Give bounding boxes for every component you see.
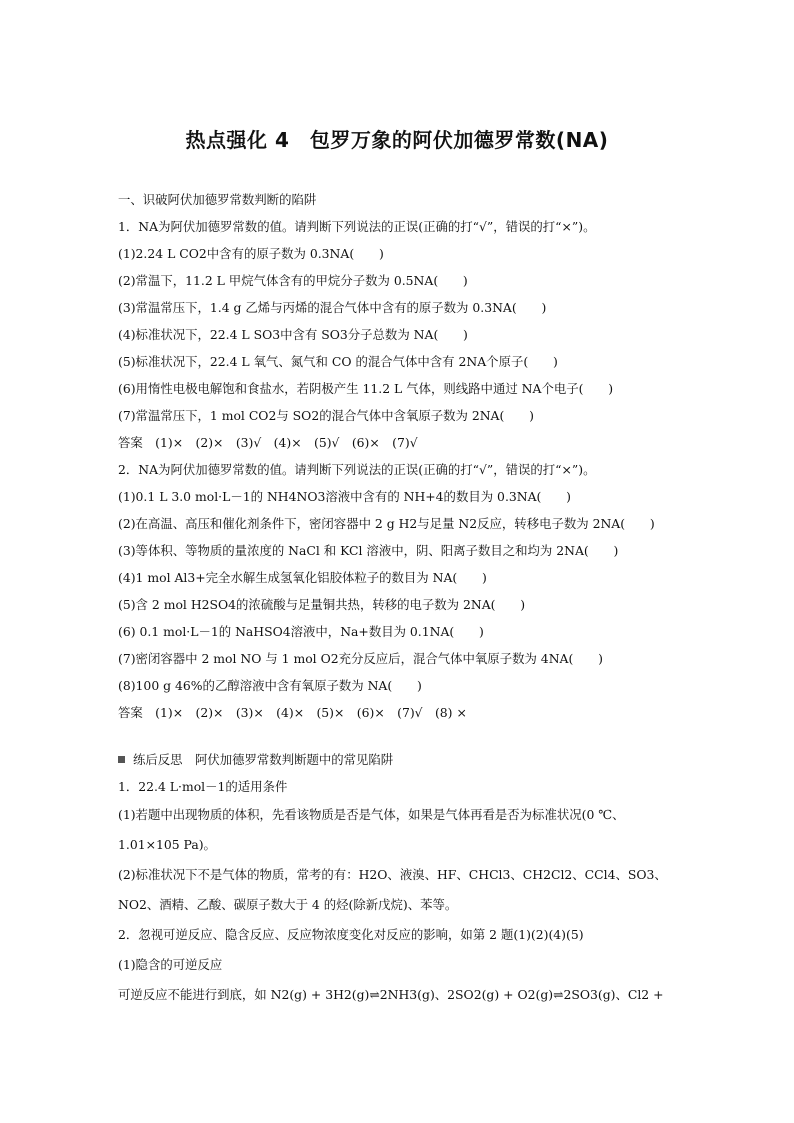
question-1-item: (6)用惰性电极电解饱和食盐水，若阴极产生 11.2 L 气体，则线路中通过 NA个电子( ): [118, 381, 614, 396]
section-heading: 一、识破阿伏加德罗常数判断的陷阱: [118, 192, 317, 207]
question-2-item: (4)1 mol Al3+完全水解生成氢氧化铝胶体粒子的数目为 NA( ): [118, 570, 487, 585]
reflection-paragraph: (1)若题中出现物质的体积，先看该物质是否是气体，如果是气体再看是否为标准状况(0 ℃、: [118, 807, 625, 822]
question-2-item: (6) 0.1 mol·L－1的 NaHSO4溶液中，Na+数目为 0.1NA( ): [118, 624, 484, 639]
question-2-item: (2)在高温、高压和催化剂条件下，密闭容器中 2 g H2与足量 N2反应，转移电子数为 2NA( ): [118, 516, 655, 531]
question-1-answer: 答案 (1)× (2)× (3)√ (4)× (5)√ (6)× (7)√: [118, 435, 418, 450]
question-1-item: (7)常温常压下，1 mol CO2与 SO2的混合气体中含氧原子数为 2NA( ): [118, 408, 534, 423]
question-1-stem: 1．NA为阿伏加德罗常数的值。请判断下列说法的正误(正确的打“√”，错误的打“×”)。: [118, 219, 596, 234]
question-1-item: (3)常温常压下，1.4 g 乙烯与丙烯的混合气体中含有的原子数为 0.3NA( ): [118, 300, 547, 315]
question-1-item: (4)标准状况下，22.4 L SO3中含有 SO3分子总数为 NA( ): [118, 327, 468, 342]
reflection-paragraph: (2)标准状况下不是气体的物质，常考的有：H2O、液溴、HF、CHCl3、CH2Cl2、CCl4、SO3、: [118, 867, 667, 882]
page-title: 热点强化 4 包罗万象的阿伏加德罗常数(NA): [185, 128, 609, 152]
question-1-item: (1)2.24 L CO2中含有的原子数为 0.3NA( ): [118, 246, 384, 261]
square-bullet-icon: [118, 756, 125, 763]
document-body: [118, 186, 688, 1010]
reflection-paragraph: NO2、酒精、乙酸、碳原子数大于 4 的烃(除新戊烷)、苯等。: [118, 897, 458, 912]
question-2-item: (1)0.1 L 3.0 mol·L－1的 NH4NO3溶液中含有的 NH+4的数目为 0.3NA( ): [118, 489, 572, 504]
question-2-item: (3)等体积、等物质的量浓度的 NaCl 和 KCl 溶液中，阴、阳离子数目之和均为 2NA( ): [118, 543, 619, 558]
reflection-subheading: (1)隐含的可逆反应: [118, 957, 223, 972]
question-2-answer: 答案 (1)× (2)× (3)× (4)× (5)× (6)× (7)√ (8) ×: [118, 705, 467, 720]
question-1-item: (2)常温下，11.2 L 甲烷气体含有的甲烷分子数为 0.5NA( ): [118, 273, 468, 288]
reflection-point-1-title: 1．22.4 L·mol－1的适用条件: [118, 779, 288, 794]
reflection-heading: [118, 746, 688, 773]
question-2-item: (8)100 g 46%的乙醇溶液中含有氧原子数为 NA( ): [118, 678, 422, 693]
question-1-item: (5)标准状况下，22.4 L 氧气、氮气和 CO 的混合气体中含有 2NA个原子( ): [118, 354, 558, 369]
reflection-heading-text: 练后反思 阿伏加德罗常数判断题中的常见陷阱: [133, 752, 394, 767]
reflection-point-2-title: 2．忽视可逆反应、隐含反应、反应物浓度变化对反应的影响，如第 2 题(1)(2)(4)(5): [118, 927, 584, 942]
reflection-paragraph: 可逆反应不能进行到底，如 N2(g) + 3H2(g)⇌2NH3(g)、2SO2(g) + O2(g)⇌2SO3(g)、Cl2 +: [118, 987, 664, 1002]
spacer: [118, 726, 688, 746]
question-2-stem: 2．NA为阿伏加德罗常数的值。请判断下列说法的正误(正确的打“√”，错误的打“×”)。: [118, 462, 596, 477]
question-2-item: (5)含 2 mol H2SO4的浓硫酸与足量铜共热，转移的电子数为 2NA( ): [118, 597, 526, 612]
reflection-paragraph: 1.01×105 Pa)。: [118, 837, 216, 852]
question-2-item: (7)密闭容器中 2 mol NO 与 1 mol O2充分反应后，混合气体中氧原子数为 4NA( ): [118, 651, 603, 666]
